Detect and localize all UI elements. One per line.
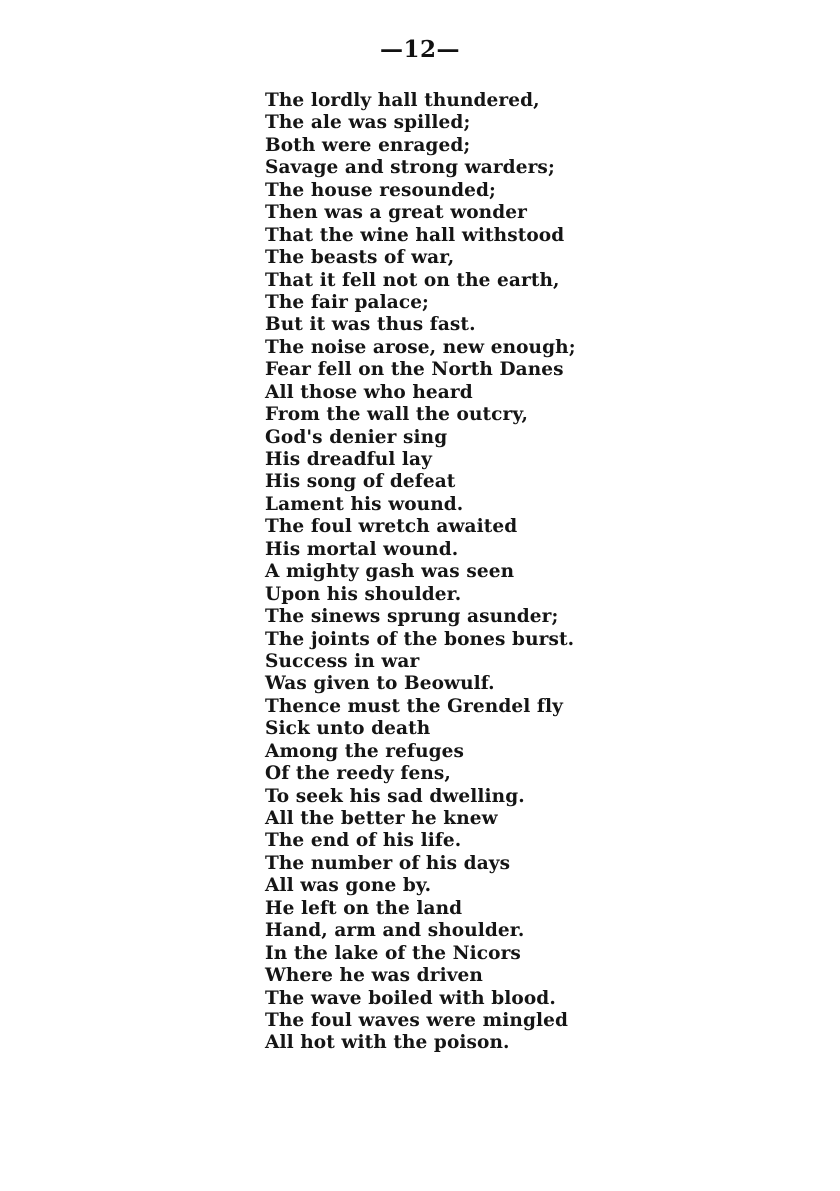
poem-line: He left on the land xyxy=(265,897,463,919)
poem-line: The joints of the bones burst. xyxy=(265,628,575,650)
poem-line: Upon his shoulder. xyxy=(265,583,462,605)
poem-line: Hand, arm and shoulder. xyxy=(265,920,525,942)
poem-text xyxy=(265,90,576,1055)
poem-line: The house resounded; xyxy=(265,179,496,201)
poem-line: The fair palace; xyxy=(265,291,429,313)
poem-line: A mighty gash was seen xyxy=(265,561,515,583)
poem-line: All those who heard xyxy=(265,381,473,403)
poem-line: God's denier sing xyxy=(265,426,448,448)
poem-line: Fear fell on the North Danes xyxy=(265,359,564,381)
poem-line: The lordly hall thundered, xyxy=(265,90,540,111)
poem-line: But it was thus fast. xyxy=(265,314,476,336)
poem-line: His dreadful lay xyxy=(265,449,432,470)
poem-line: Thence must the Grendel fly xyxy=(265,695,563,717)
poem-line: Was given to Beowulf. xyxy=(265,673,495,695)
poem-line: Where he was driven xyxy=(265,965,483,987)
poem-line: In the lake of the Nicors xyxy=(265,942,521,964)
poem-line: The number of his days xyxy=(265,852,511,874)
poem-line: That it fell not on the earth, xyxy=(265,269,560,291)
poem-line: That the wine hall withstood xyxy=(265,224,565,246)
page-number: —12— xyxy=(379,36,460,63)
poem-line: Lament his wound. xyxy=(265,493,464,515)
poem-line: The ale was spilled; xyxy=(265,112,471,134)
poem-line: The sinews sprung asunder; xyxy=(265,606,559,628)
poem-line: The foul waves were mingled xyxy=(265,1009,569,1031)
poem-line: Then was a great wonder xyxy=(265,202,527,224)
poem-line: Success in war xyxy=(265,650,420,672)
poem-line: The foul wretch awaited xyxy=(265,516,518,538)
poem-line: Both were enraged; xyxy=(265,134,471,156)
poem-line: Sick unto death xyxy=(265,718,431,740)
poem-line: Savage and strong warders; xyxy=(265,157,555,179)
poem-line: To seek his sad dwelling. xyxy=(265,785,525,807)
poem-line: All the better he knew xyxy=(265,808,498,829)
poem-line: All was gone by. xyxy=(265,875,432,897)
poem-line: Of the reedy fens, xyxy=(265,763,451,785)
poem-line: All hot with the poison. xyxy=(265,1032,510,1054)
poem-line: His mortal wound. xyxy=(265,538,459,560)
poem-line: The wave boiled with blood. xyxy=(265,987,556,1009)
poem-line: The noise arose, new enough; xyxy=(265,336,576,358)
poem-line: Among the refuges xyxy=(265,740,465,762)
poem-line: His song of defeat xyxy=(265,471,456,493)
poem-line: The end of his life. xyxy=(265,830,462,852)
poem-line: From the wall the outcry, xyxy=(265,404,528,426)
poem-line: The beasts of war, xyxy=(265,247,455,269)
